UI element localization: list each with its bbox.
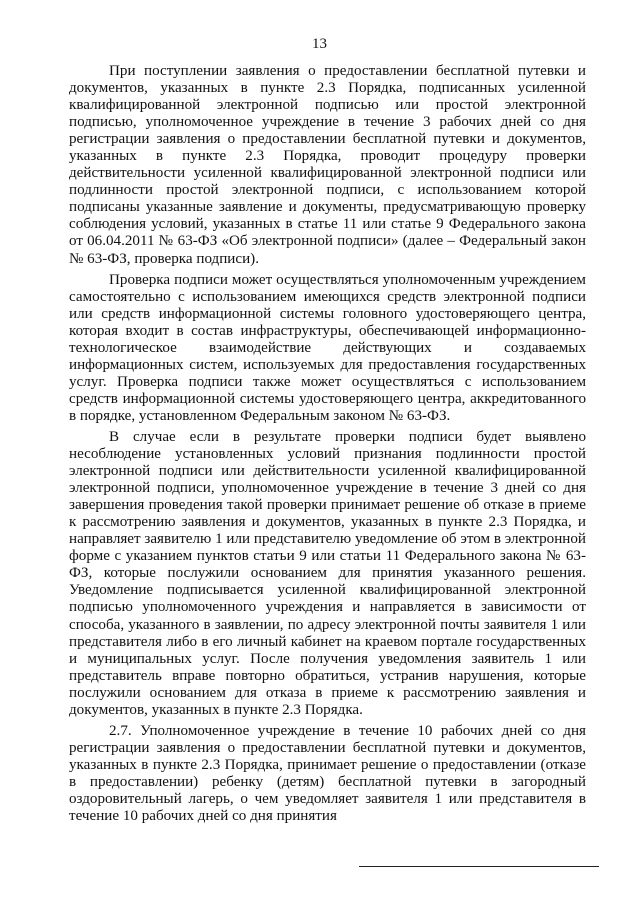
paragraph-refusal-notification: В случае если в результате проверки подписи будет выявлено несоблюдение установленных условий признания подлинности простой электронной подписи или действительности усиленной квалифицированной электронной подписи, уполномоченное учреждение в течение 3 дней со дня завершения проведения такой проверки принимает решение об отказе в приеме к рассмотрению заявления и документов, указанных в пункте 2.3 Порядка, и направляет заявителю 1 или представителю уведомление об этом в электронной форме с указанием пунктов статьи 9 или статьи 11 Федерального закона № 63-ФЗ, которые послужили основанием для принятия указанного решения. Уведомление подписывается усиленной квалифицированной электронной подписью уполномоченного учреждения и направляется в зависимости от способа, указанного в заявлении, по адресу электронной почты заявителя 1 или представителя либо в его личный кабинет на краевом портале государственных и муниципальных услуг. После получения уведомления заявитель 1 или представитель вправе повторно обратиться, устранив нарушения, которые послужили основанием для отказа в приеме к рассмотрению заявления и документов, указанных в пункте 2.3 Порядка. xyxy=(69,428,586,718)
footer-rule xyxy=(359,866,599,867)
paragraph-section-2-7: 2.7. Уполномоченное учреждение в течение 10 рабочих дней со дня регистрации заявления о предоставлении бесплатной путевки и документов, указанных в пункте 2.3 Порядка, принимает решение о предоставлении (отказе в предоставлении) ребенку (детям) бесплатной путевки в загородный оздоровительный лагерь, о чем уведомляет заявителя 1 или представителя в течение 10 рабочих дней со дня принятия xyxy=(69,722,586,825)
page-number: 13 xyxy=(312,36,327,52)
paragraph-signature-check-means: Проверка подписи может осуществляться уполномоченным учреждением самостоятельно с использованием имеющихся средств электронной подписи или средств информационной системы головного удостоверяющего центра, которая входит в состав инфраструктуры, обеспечивающей информационно-технологическое взаимодействие действующих и создаваемых информационных систем, используемых для предоставления государственных услуг. Проверка подписи также может осуществляться с использованием средств информационной системы удостоверяющего центра, аккредитованного в порядке, установленном Федеральным законом № 63-ФЗ. xyxy=(69,271,586,424)
document-body xyxy=(69,63,586,829)
paragraph-signature-check-procedure: При поступлении заявления о предоставлении бесплатной путевки и документов, указанных в пункте 2.3 Порядка, подписанных усиленной квалифицированной электронной подписью или простой электронной подписью, уполномоченное учреждение в течение 3 рабочих дней со дня регистрации заявления о предоставлении бесплатной путевки и документов, указанных в пункте 2.3 Порядка, проводит процедуру проверки действительности усиленной квалифицированной электронной подписи или подлинности простой электронной подписи, с использованием которой подписаны указанные заявление и документы, предусматривающую проверку соблюдения условий, указанных в статье 11 или статье 9 Федерального закона от 06.04.2011 № 63-ФЗ «Об электронной подписи» (далее – Федеральный закон № 63-ФЗ, проверка подписи). xyxy=(69,63,586,267)
